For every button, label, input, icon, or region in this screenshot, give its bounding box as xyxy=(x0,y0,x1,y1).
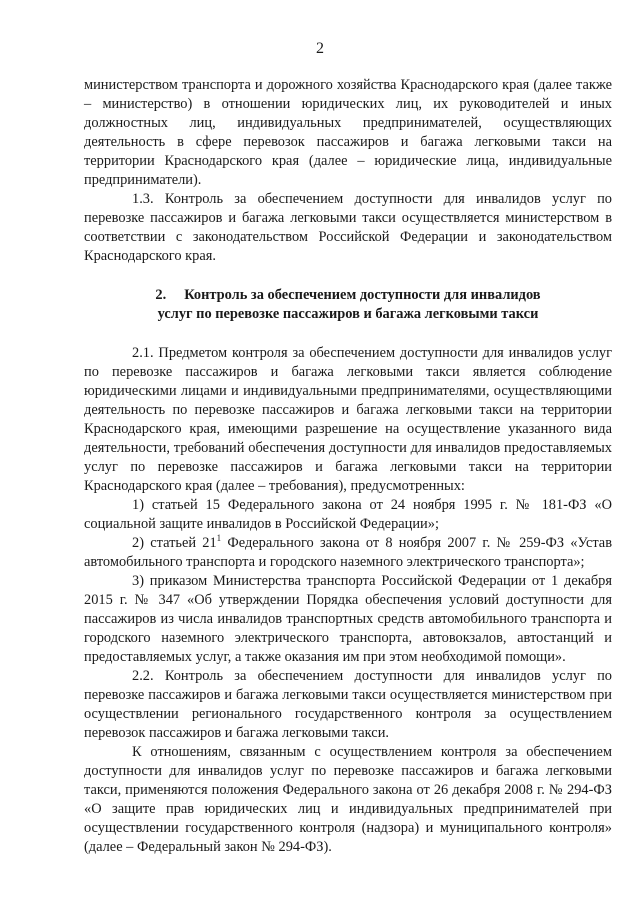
paragraph-continuation: министерством транспорта и дорожного хозяйства Краснодарского края (далее также – министерство) в отношении юридических лиц, их руководителей и иных должностных лиц, индивидуальных предпринимателей, осуществляющих деятельность в сфере перевозок пассажиров и багажа легковыми такси на территории Краснодарского края (далее – юридические лица, индивидуальные предприниматели). xyxy=(84,77,612,188)
list-item-3: 3) приказом Министерства транспорта Российской Федерации от 1 декабря 2015 г. № 347 «Об утверждении Порядка обеспечения условий доступности для пассажиров из числа инвалидов транспортных средств автомобильного транспорта и городского наземного электрического транспорта, автовокзалов, автостанций и предоставляемых услуг, а также оказания им при этом необходимой помощи». xyxy=(84,573,612,665)
paragraph-2-2: 2.2. Контроль за обеспечением доступности для инвалидов услуг по перевозке пассажиров и багажа легковыми такси осуществляется министерством при осуществлении регионального государственного контроля за осуществлением перевозок пассажиров и багажа легковыми такси. xyxy=(84,668,612,741)
section-heading xyxy=(84,286,612,324)
superscript-marker: 1 xyxy=(216,533,222,544)
paragraph-2-1: 2.1. Предметом контроля за обеспечением доступности для инвалидов услуг по перевозке пассажиров и багажа легковыми такси является соблюдение юридическими лицами и индивидуальными предпринимателями, осуществляющими деятельность по перевозке пассажиров и багажа легковыми такси на территории Краснодарского края, имеющими разрешение на осуществление указанного вида деятельности, требований обеспечения доступности для инвалидов предоставляемых услуг по перевозке пассажиров и багажа легковыми такси на территории Краснодарского края (далее – требования), предусмотренных: xyxy=(84,345,612,494)
document-body xyxy=(84,76,612,857)
page-number: 2 xyxy=(316,40,324,57)
section-heading-line-1: 2. Контроль за обеспечением доступности для инвалидов xyxy=(155,287,541,303)
list-item-1: 1) статьей 15 Федерального закона от 24 ноября 1995 г. № 181-ФЗ «О социальной защите инвалидов в Российской Федерации»; xyxy=(84,497,612,532)
list-item-2-before: 2) статьей 21 xyxy=(132,535,217,551)
paragraph-1-3: 1.3. Контроль за обеспечением доступности для инвалидов услуг по перевозке пассажиров и багажа легковыми такси осуществляется министерством в соответствии с законодательством Российской Федерации и законодательством Краснодарского края. xyxy=(84,191,612,264)
paragraph-relations: К отношениям, связанным с осуществлением контроля за обеспечением доступности для инвалидов услуг по перевозке пассажиров и багажа легковыми такси, применяются положения Федерального закона от 26 декабря 2008 г. № 294-ФЗ «О защите прав юридических лиц и индивидуальных предпринимателей при осуществлении государственного контроля (надзора) и муниципального контроля» (далее – Федеральный закон № 294-ФЗ). xyxy=(84,744,612,855)
section-heading-line-2: услуг по перевозке пассажиров и багажа легковыми такси xyxy=(157,306,539,322)
list-item-2 xyxy=(84,534,612,572)
list-item-2-after: Федерального закона от 8 ноября 2007 г. № 259-ФЗ «Устав автомобильного транспорта и городского наземного электрического транспорта»; xyxy=(84,535,612,570)
